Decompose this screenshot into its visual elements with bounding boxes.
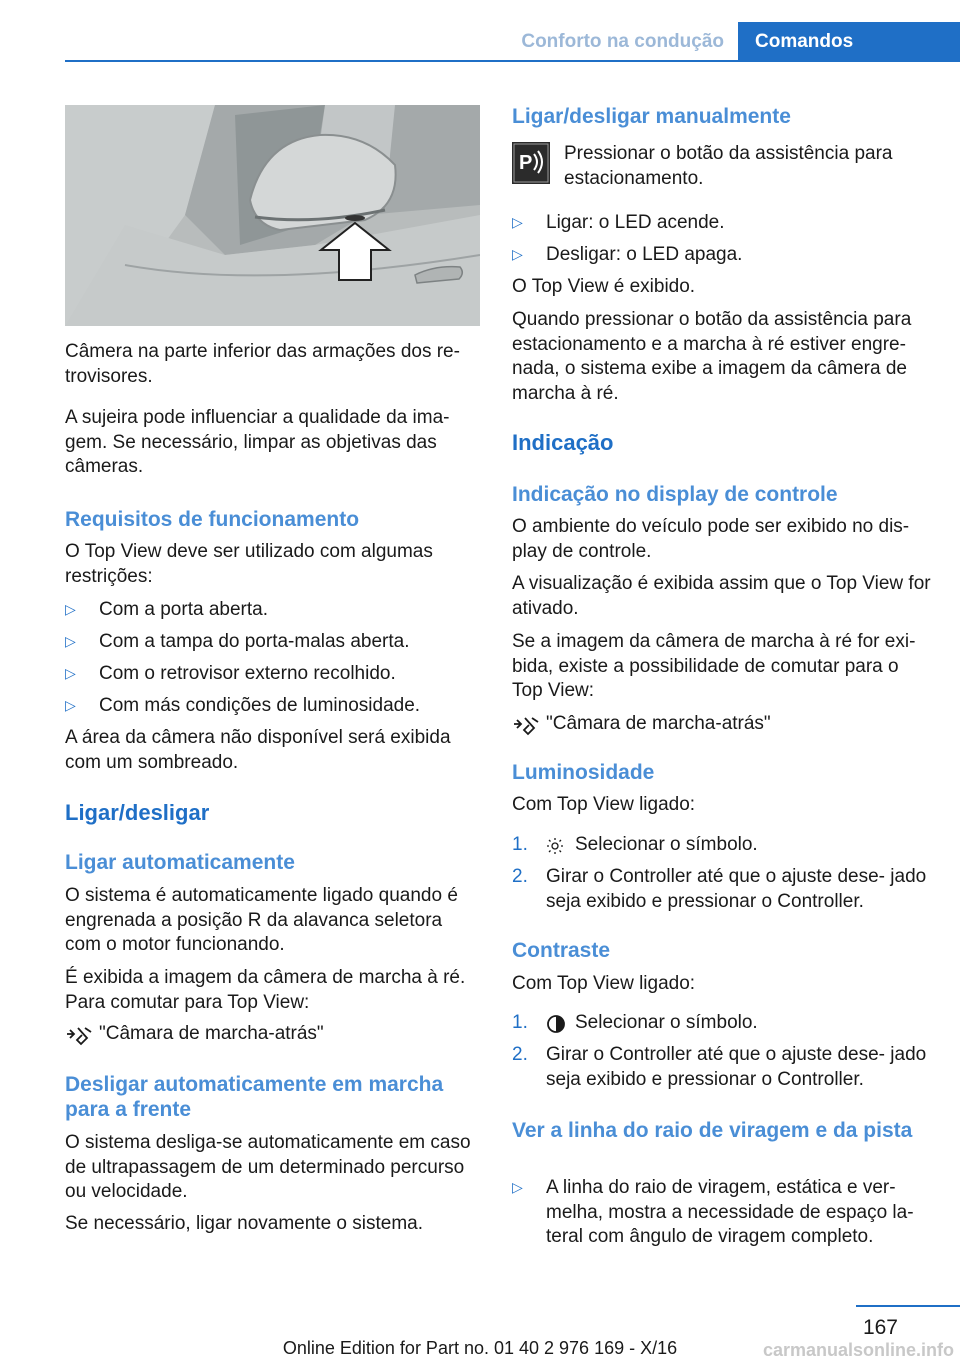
rear-camera-icon [512,714,540,736]
rear-camera-label: "Câmara de marcha-atrás" [546,713,771,734]
heading-display: Indicação no display de controle [512,483,838,506]
top-view-shown: O Top View é exibido. [512,276,696,297]
heading-requirements: Requisitos de funcionamento [65,508,360,531]
auto-on-text-2: É exibida a imagem da câmera de marcha à ré. Para comutar para Top View: [65,967,466,1013]
display-text-3: Se a imagem da câmera de marcha à ré for exi‐ bida, existe a possibilidade de comutar para o Top View: [512,631,916,701]
shaded-area-note: A área da câmera não disponível será exibida com um sombreado. [65,727,451,773]
camera-menu-line [512,712,932,738]
manual-note-2: Quando pressionar o botão da assistência para estacionamento e a marcha à ré estiver engre‐ nada, o sistema exibe a imagem da câmera de marcha à ré. [512,309,912,404]
svg-text:P: P [519,152,533,174]
auto-off-text: O sistema desliga-se automaticamente em caso de ultrapassagem de um determinado percurso ou velocidade. [65,1132,471,1202]
list-item: 2. Girar o Controller até que o ajuste dese‐ jado seja exibido e pressionar o Controller. [512,866,927,912]
bullet-triangle-icon: ▷ [512,214,523,230]
list-item: ▷ A linha do raio de viragem, estática e ver‐ melha, mostra a necessidade de espaço la‐ teral com ângulo de viragem completo. [512,1177,914,1247]
camera-menu-line [65,1022,480,1048]
heading-on-off: Ligar/desligar [65,800,210,825]
display-text-2: A visualização é exibida assim que o Top View for ativado. [512,573,931,619]
bullet-triangle-icon: ▷ [65,633,76,649]
heading-brightness: Luminosidade [512,761,655,784]
rear-camera-label: "Câmara de marcha-atrás" [99,1023,324,1044]
auto-on-text: O sistema é automaticamente ligado quando é engrenada a posição R da alavanca seletora com o motor funcionando. [65,885,458,955]
rear-camera-icon [65,1024,93,1046]
list-item: 2. Girar o Controller até que o ajuste dese‐ jado seja exibido e pressionar o Controller. [512,1044,927,1090]
list-item: ▷ Com más condições de luminosidade. [65,695,421,716]
display-text: O ambiente do veículo pode ser exibido no dis‐ play de controle. [512,516,910,562]
bullet-triangle-icon: ▷ [65,697,76,713]
requirements-intro: O Top View deve ser utilizado com algumas restrições: [65,541,433,587]
list-item: 1. Selecionar o símbolo. [512,1012,758,1033]
bullet-triangle-icon: ▷ [512,1179,523,1195]
list-item: ▷ Desligar: o LED apaga. [512,244,743,265]
auto-off-text-2: Se necessário, ligar novamente o sistema. [65,1213,424,1234]
list-item: 1. Selecionar o símbolo. [512,834,758,855]
bullet-triangle-icon: ▷ [512,246,523,262]
chapter-tab: Comandos [738,22,960,62]
dirt-note: A sujeira pode influenciar a qualidade da ima‐ gem. Se necessário, limpar as objetivas das câmeras. [65,407,450,477]
footer-rule [856,1305,960,1307]
edition-footer: Online Edition for Part no. 01 40 2 976 169 - X/16 [282,1338,678,1358]
page-header [0,0,960,62]
brightness-intro: Com Top View ligado: [512,794,696,815]
section-title: Conforto na condução [521,31,724,52]
list-item: ▷ Com o retrovisor externo recolhido. [65,663,396,684]
manual-text: Pressionar o botão da assistência para estacionamento. [564,143,893,189]
list-item: ▷ Ligar: o LED acende. [512,212,725,233]
bullet-triangle-icon: ▷ [65,601,76,617]
header-rule [65,60,960,62]
watermark: carmanualsonline.info [762,1340,954,1360]
list-item: ▷ Com a porta aberta. [65,599,268,620]
heading-turning-radius: Ver a linha do raio de viragem e da pista [512,1119,913,1142]
heading-manual: Ligar/desligar manualmente [512,105,791,128]
list-item: ▷ Com a tampa do porta-malas aberta. [65,631,410,652]
car-mirror-camera-illustration [65,105,480,326]
bullet-triangle-icon: ▷ [65,665,76,681]
heading-auto-on: Ligar automaticamente [65,851,295,874]
contrast-intro: Com Top View ligado: [512,973,696,994]
brightness-icon [546,837,564,855]
heading-contrast: Contraste [512,939,611,962]
page-number: 167 [862,1316,898,1339]
park-assist-button-icon [512,142,550,184]
heading-auto-off: Desligar automaticamente em marcha para a frente [65,1073,444,1121]
heading-indication: Indicação [512,430,614,455]
image-caption: Câmera na parte inferior das armações dos re‐ trovisores. [65,341,460,387]
contrast-icon [546,1014,566,1034]
